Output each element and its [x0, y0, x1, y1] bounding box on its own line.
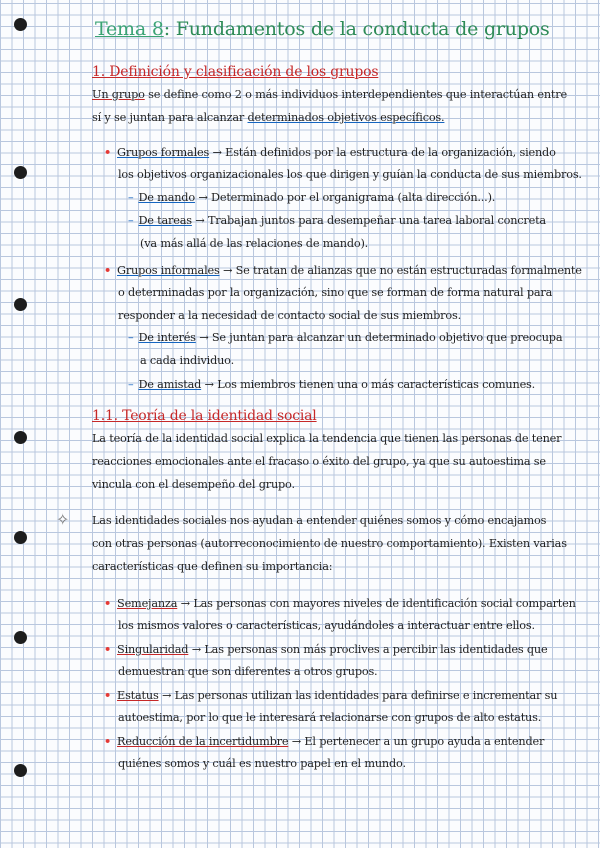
list-item: • Semejanza → Las personas con mayores niveles de identificación social comparten [104, 596, 576, 610]
text-line: vincula con el desempeño del grupo. [92, 478, 295, 491]
dash-icon: – [128, 214, 134, 227]
binder-hole [14, 18, 27, 31]
topic-title: : Fundamentos de la conducta de grupos [163, 18, 550, 40]
binder-hole [14, 531, 27, 544]
text-line: los mismos valores o características, ayudándoles a interactuar entre ellos. [118, 619, 535, 632]
bullet-icon: • [104, 642, 112, 656]
text-line: los objetivos organizacionales los que dirigen y guían la conducta de sus miembros. [118, 168, 582, 181]
bullet-icon: • [104, 734, 112, 748]
dash-icon: – [128, 191, 134, 204]
text-line: Las identidades sociales nos ayudan a entender quiénes somos y cómo encajamos [92, 514, 547, 527]
text-line: responder a la necesidad de contacto social de sus miembros. [118, 309, 461, 322]
list-item: • Grupos formales → Están definidos por la estructura de la organización, siendo [104, 145, 556, 159]
text-line: demuestran que son diferentes a otros grupos. [118, 665, 378, 678]
binder-hole [14, 431, 27, 444]
binder-hole [14, 166, 27, 179]
text-line: características que definen su importancia: [92, 560, 333, 573]
bullet-icon: • [104, 596, 112, 610]
bullet-icon: • [104, 263, 112, 277]
list-item: • Reducción de la incertidumbre → El pertenecer a un grupo ayuda a entender [104, 734, 545, 748]
text-line: (va más allá de las relaciones de mando). [140, 237, 369, 250]
topic-number: Tema 8 [95, 18, 164, 40]
text-line: a cada individuo. [140, 354, 234, 367]
binder-hole [14, 764, 27, 777]
list-item: • Singularidad → Las personas son más proclives a percibir las identidades que [104, 642, 548, 656]
section-heading: 1. Definición y clasificación de los grupos [92, 64, 379, 80]
list-item: • Estatus → Las personas utilizan las identidades para definirse e incrementar su [104, 688, 558, 702]
bullet-icon: • [104, 145, 112, 159]
text-line: autoestima, por lo que le interesará relacionarse con grupos de alto estatus. [118, 711, 542, 724]
star-icon: ✧ [56, 510, 70, 529]
sub-list-item: – De tareas → Trabajan juntos para desempeñar una tarea laboral concreta [128, 214, 546, 227]
text-line: o determinadas por la organización, sino que se forman de forma natural para [118, 286, 553, 299]
list-item: • Grupos informales → Se tratan de alianzas que no están estructuradas formalmente [104, 263, 582, 277]
page-title [95, 18, 550, 40]
bullet-icon: • [104, 688, 112, 702]
sub-list-item: – De amistad → Los miembros tienen una o más características comunes. [128, 378, 536, 391]
text-line: La teoría de la identidad social explica la tendencia que tienen las personas de tener [92, 432, 562, 445]
section-heading: 1.1. Teoría de la identidad social [92, 408, 317, 424]
text-line: reacciones emocionales ante el fracaso o éxito del grupo, ya que su autoestima se [92, 455, 546, 468]
text-line: con otras personas (autorreconocimiento de nuestro comportamiento). Existen varias [92, 537, 567, 550]
sub-list-item: – De interés → Se juntan para alcanzar un determinado objetivo que preocupa [128, 331, 563, 344]
dash-icon: – [128, 378, 134, 391]
binder-hole [14, 631, 27, 644]
sub-list-item: – De mando → Determinado por el organigrama (alta dirección...). [128, 191, 496, 204]
binder-hole [14, 298, 27, 311]
text-line: sí y se juntan para alcanzar determinados objetivos específicos. [92, 111, 445, 124]
text-line: Un grupo se define como 2 o más individuos interdependientes que interactúan entre [92, 88, 567, 101]
text-line: quiénes somos y cuál es nuestro papel en el mundo. [118, 757, 406, 770]
dash-icon: – [128, 331, 134, 344]
